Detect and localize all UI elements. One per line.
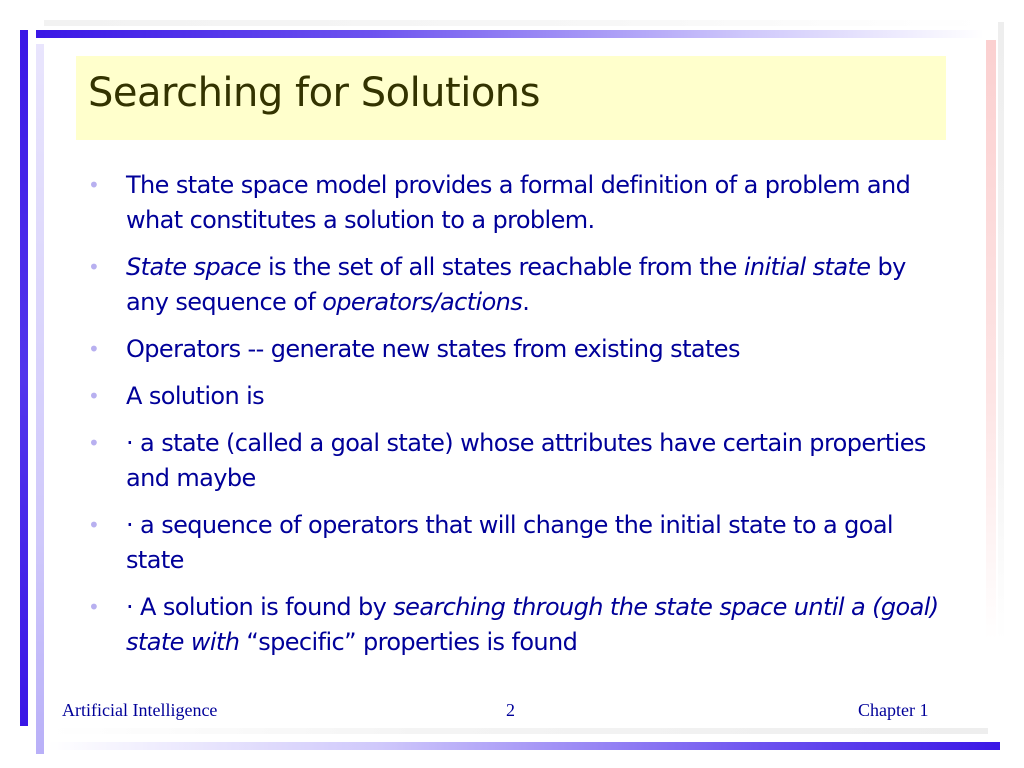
bullet-item [86, 250, 946, 320]
bullet-text: Operators -- generate new states from existing states [126, 335, 740, 363]
bullet-text: A solution is [126, 382, 265, 410]
bullet-text: . [522, 288, 530, 316]
bullet-text: · A solution is found by [126, 593, 394, 621]
bullet-dot-icon: • [88, 513, 100, 537]
bullet-item [86, 379, 946, 414]
bullet-list [86, 168, 946, 672]
bullet-dot-icon: • [88, 255, 100, 279]
left-accent-bar [20, 30, 28, 726]
bottom-accent-bar [48, 742, 1000, 750]
bottom-shadow-bar [48, 728, 988, 734]
bullet-dot-icon: • [88, 173, 100, 197]
top-shadow-bar [44, 20, 984, 26]
bullet-dot-icon: • [88, 384, 100, 408]
bullet-text: by any sequence of [126, 253, 906, 316]
bullet-emphasis-text: operators/actions [322, 288, 523, 316]
bullet-emphasis-text: searching through the state space until a (goal) state with [126, 593, 939, 656]
right-accent-bar [986, 40, 996, 640]
left-light-bar [36, 44, 44, 754]
right-shadow-bar [998, 22, 1004, 642]
footer-page-number: 2 [506, 700, 515, 720]
bullet-emphasis-text: State space [126, 253, 261, 281]
bullet-item [86, 426, 946, 496]
top-accent-bar [36, 30, 984, 38]
bullet-emphasis-text: initial state [743, 253, 871, 281]
bullet-dot-icon: • [88, 431, 100, 455]
bullet-item [86, 168, 946, 238]
bullet-item [86, 332, 946, 367]
slide-title: Searching for Solutions [88, 70, 540, 116]
bullet-item [86, 508, 946, 578]
bullet-text: “specific” properties is found [239, 628, 578, 656]
bullet-dot-icon: • [88, 595, 100, 619]
bullet-text: · a state (called a goal state) whose attributes have certain properties and maybe [126, 429, 926, 492]
bullet-item [86, 590, 946, 660]
bullet-text: The state space model provides a formal definition of a problem and what constitutes a solution to a problem. [126, 171, 911, 234]
bullet-dot-icon: • [88, 337, 100, 361]
title-box [76, 56, 946, 140]
bullet-text: · a sequence of operators that will change the initial state to a goal state [126, 511, 893, 574]
bullet-text: is the set of all states reachable from the [260, 253, 744, 281]
footer-chapter: Chapter 1 [858, 700, 929, 720]
footer-course: Artificial Intelligence [62, 700, 218, 720]
